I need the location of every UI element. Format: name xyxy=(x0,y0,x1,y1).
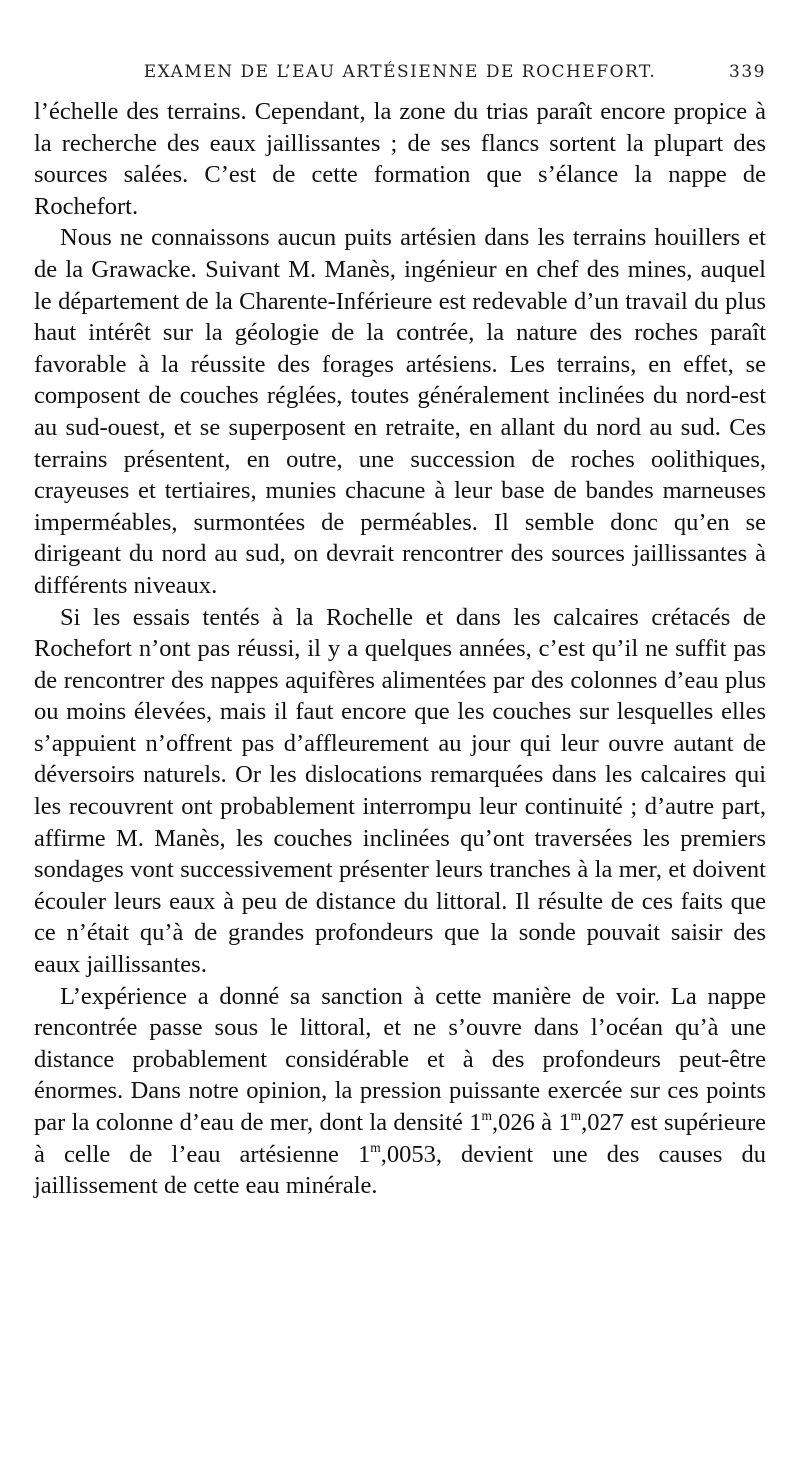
paragraph-text: ,0053, devient une des causes du jaillissement de cette eau minérale. xyxy=(34,1140,766,1200)
body-text xyxy=(34,96,766,1202)
paragraph-text: ,027 est supérieure à celle de l’eau artésienne 1 xyxy=(34,1109,767,1168)
paragraph xyxy=(34,96,766,222)
paragraph-text: Nous ne connaissons aucun puits artésien dans les terrains houillers et de la Grawacke. Suivant M. Manès, ingénieur en chef des mines, auquel le département de la Charente-Inférieure est redevable d’un travail du plus haut intérêt sur la géologie de la contrée, la nature des roches paraît favorable à la réussite des forages artésiens. Les terrains, en effet, se composent de couches réglées, toutes généralement inclinées du nord-est au sud-ouest, et se superposent en retraite, en allant du nord au sud. Ces terrains présentent, en outre, une succession de roches oolithiques, crayeuses et tertiaires, munies chacune à leur base de bandes marneuses imperméables, surmontées de perméables. Il semble donc qu’en se dirigeant du nord au sud, on devrait rencontrer des sources jaillissantes à différents niveaux. xyxy=(34,224,766,599)
running-header xyxy=(34,56,766,96)
paragraph xyxy=(34,981,766,1202)
page-number: 339 xyxy=(729,62,766,82)
unit-superscript: m xyxy=(570,1107,582,1123)
paragraph-text: Si les essais tentés à la Rochelle et dans les calcaires crétacés de Rochefort n’ont pas réussi, il y a quelques années, c’est qu’il ne suffit pas de rencontrer des nappes aquifères alimentées par des colonnes d’eau plus ou moins élevées, mais il faut encore que les couches sur lesquelles elles s’appuient n’offrent pas d’affleurement au jour qui leur ouvre autant de déversoirs naturels. Or les dislocations remarquées dans les calcaires qui les recouvrent ont probablement interrompu leur continuité ; d’autre part, affirme M. Manès, les couches inclinées qu’ont traversées les premiers sondages vont successivement présenter leurs tranches à la mer, et doivent écouler leurs eaux à peu de distance du littoral. Il résulte de ces faits que ce n’était qu’à de grandes profondeurs que la sonde pouvait saisir des eaux jaillissantes. xyxy=(34,603,766,979)
page xyxy=(34,56,766,1202)
paragraph xyxy=(34,222,766,601)
paragraph xyxy=(34,602,766,981)
paragraph-text: l’échelle des terrains. Cependant, la zone du trias paraît encore propice à la recherche des eaux jaillissantes ; de ses flancs sortent la plupart des sources salées. C’est de cette formation que s’élance la nappe de Rochefort. xyxy=(34,98,766,220)
unit-superscript: m xyxy=(370,1139,381,1155)
unit-superscript: m xyxy=(481,1107,492,1123)
running-title: EXAMEN DE L’EAU ARTÉSIENNE DE ROCHEFORT. xyxy=(143,62,657,82)
paragraph-text: L’expérience a donné sa sanction à cette manière de voir. La nappe rencontrée passe sous le littoral, et ne s’ouvre dans l’océan qu’à une distance probablement considérable et à des profondeurs peut-être énormes. Dans notre opinion, la pression puissante exercée sur ces points par la colonne d’eau de mer, dont la densité 1 xyxy=(34,982,766,1136)
paragraph-text: ,026 à 1 xyxy=(491,1109,571,1136)
